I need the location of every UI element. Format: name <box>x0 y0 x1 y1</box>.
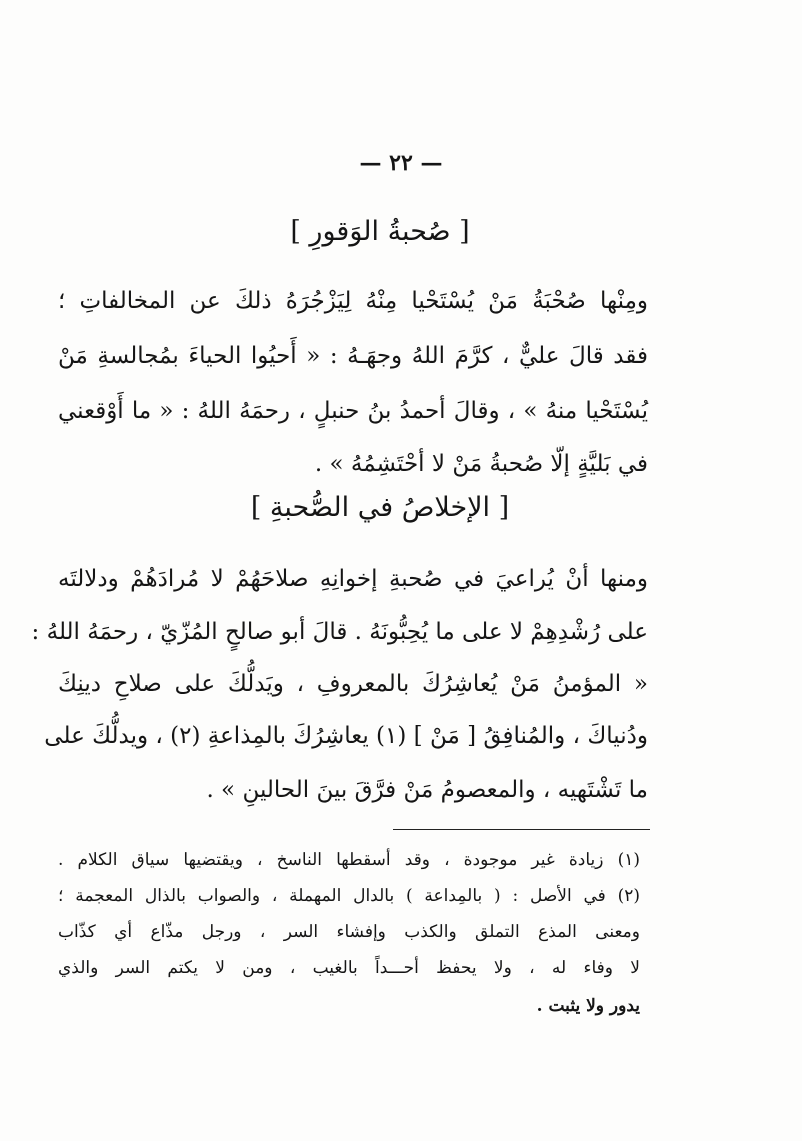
paragraph-line: في بَليَّةٍ إلّا صُحبةُ مَنْ لا أحْتَشِمُهُ » . <box>314 451 648 477</box>
paragraph-line: « المؤمنُ مَنْ يُعاشِرُكَ بالمعروفِ ، ويَدلُّكَ على صلاحِ دينِكَ <box>58 671 648 697</box>
section-heading-wise-company: [ صُحبةُ الوَقورِ ] <box>290 216 470 247</box>
paragraph-line: ما تَشْتَهيه ، والمعصومُ مَنْ فرَّقَ بينَ الحالينِ » . <box>206 777 648 803</box>
paragraph-line: ومِنْها صُحْبَةُ مَنْ يُسْتَحْيا مِنْهُ لِيَزْجُرَهُ ذلكَ عن المخالفاتِ ؛ <box>58 288 648 314</box>
section-heading-sincerity: [ الإخلاصُ في الصُّحبةِ ] <box>250 492 510 523</box>
paragraph-line: يُسْتَحْيا منهُ » ، وقالَ أحمدُ بنُ حنبلٍ ، رحمَهُ اللهُ : « ما أَوْقعني <box>58 398 648 424</box>
page-number: — ٢٢ — <box>359 150 443 176</box>
paragraph-line: على رُشْدِهِمْ لا على ما يُحِبُّونَهُ . قالَ أبو صالحٍ المُزّيّ ، رحمَهُ اللهُ : <box>31 619 648 645</box>
footnote-line: يدور ولا يثبت . <box>536 996 640 1016</box>
footnote-separator <box>393 829 650 830</box>
paragraph-line: ودُنياكَ ، والمُنافِقُ [ مَنْ ] (١) يعاشِرُكَ بالمِذاعةِ (٢) ، ويدلُّكَ على <box>44 723 648 749</box>
footnote-line: ومعنى المذع التملق والكذب وإفشاء السر ، ورجل مذّاع أي كذّاب <box>58 922 640 942</box>
footnote-line: (٢) في الأصل : ( بالمِداعة ) بالدال المهملة ، والصواب بالذال المعجمة ؛ <box>58 886 640 906</box>
footnote-line: لا وفاء له ، ولا يحفظ أحـــداً بالغيب ، ومن لا يكتم السر والذي <box>58 958 640 978</box>
paragraph-line: فقد قالَ عليٌّ ، كرَّمَ اللهُ وجهَـهُ : « أَحيُوا الحياءَ بمُجالسةِ مَنْ <box>58 343 648 369</box>
paragraph-line: ومنها أنْ يُراعيَ في صُحبةِ إخوانِهِ صلاحَهُمْ لا مُرادَهُمْ ودلالتَه <box>58 566 648 592</box>
footnote-line: (١) زيادة غير موجودة ، وقد أسقطها الناسخ ، ويقتضيها سياق الكلام . <box>58 850 640 870</box>
